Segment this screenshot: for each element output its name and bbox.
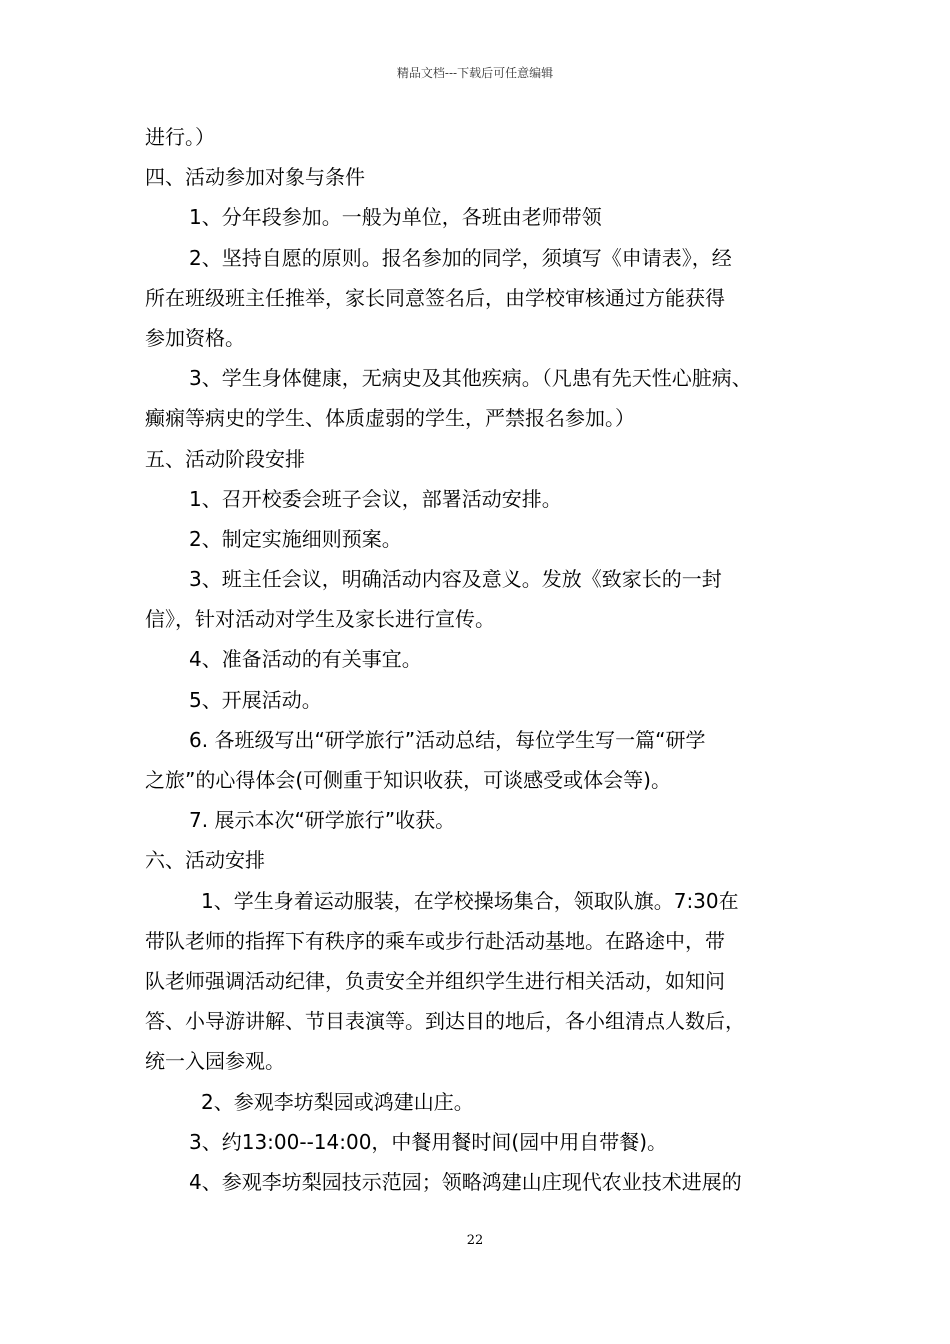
text-line: 3、学生身体健康，无病史及其他疾病。（凡患有先天性心脏病、 (189, 366, 752, 391)
text-line: 队老师强调活动纪律，负责安全并组织学生进行相关活动，如知问 (145, 968, 725, 993)
text-line: 2、坚持自愿的原则。报名参加的同学，须填写《申请表》，经 (189, 245, 732, 270)
text-line: 6. 各班级写出“研学旅行”活动总结，每位学生写一篇“研学 (189, 727, 706, 752)
text-line: 2、参观李坊梨园或鸿建山庄。 (201, 1089, 474, 1114)
text-line: 1、学生身着运动服装，在学校操场集合，领取队旗。7:30在 (201, 888, 739, 913)
text-line: 3、约13:00--14:00，中餐用餐时间(园中用自带餐)。 (189, 1129, 668, 1154)
text-line: 所在班级班主任推举，家长同意签名后，由学校审核通过方能获得 (145, 285, 725, 310)
text-line: 1、分年段参加。一般为单位，各班由老师带领 (189, 205, 602, 230)
text-line: 癫痫等病史的学生、体质虚弱的学生，严禁报名参加。） (145, 406, 635, 431)
text-line: 7. 展示本次“研学旅行”收获。 (189, 808, 456, 833)
text-line: 信》，针对活动对学生及家长进行宣传。 (145, 607, 495, 632)
text-line: 4、参观李坊梨园技示范园；领略鸿建山庄现代农业技术进展的 (189, 1169, 742, 1194)
document-body (145, 117, 825, 1202)
text-line: 5、开展活动。 (189, 687, 322, 712)
section-heading: 六、活动安排 (145, 848, 265, 873)
text-line: 4、准备活动的有关事宜。 (189, 647, 422, 672)
text-line: 之旅”的心得体会(可侧重于知识收获，可谈感受或体会等)。 (145, 768, 671, 792)
text-line: 答、小导游讲解、节目表演等。到达目的地后，各小组清点人数后， (145, 1009, 745, 1034)
text-line: 3、班主任会议，明确活动内容及意义。发放《致家长的一封 (189, 567, 722, 592)
text-line: 1、召开校委会班子会议，部署活动安排。 (189, 486, 562, 511)
section-heading: 五、活动阶段安排 (145, 446, 305, 471)
section-heading: 四、活动参加对象与条件 (145, 165, 365, 190)
text-line: 带队老师的指挥下有秩序的乘车或步行赴活动基地。在路途中，带 (145, 928, 725, 953)
text-line: 2、制定实施细则预案。 (189, 526, 402, 551)
text-line: 统一入园参观。 (145, 1049, 285, 1074)
page-number: 22 (466, 1233, 484, 1248)
text-line: 参加资格。 (145, 325, 245, 350)
page-header: 精品文档---下载后可任意编辑 (396, 66, 554, 80)
text-line: 进行。） (145, 125, 215, 149)
